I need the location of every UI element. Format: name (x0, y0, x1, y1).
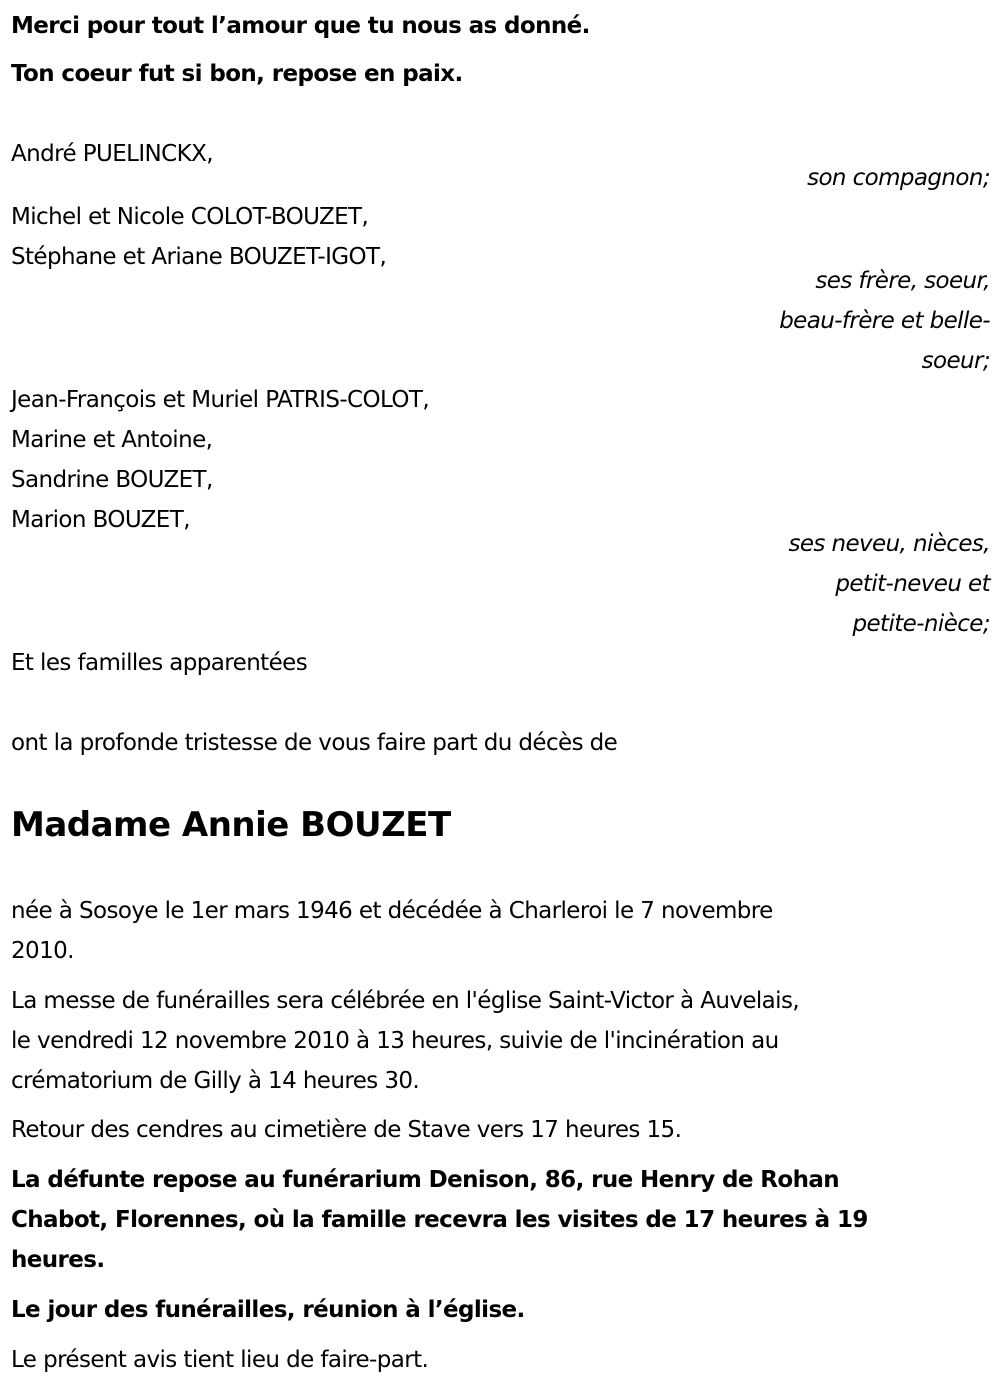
ashes-text: Retour des cendres au cimetière de Stave vers 17 heures 15. (11, 1117, 682, 1143)
mass-line-2: le vendredi 12 novembre 2010 à 13 heures, suivie de l'incinération au (11, 1028, 779, 1054)
nephew-name-2: Marine et Antoine, (11, 427, 213, 453)
visitation-line-2: Chabot, Florennes, où la famille recevra les visites de 17 heures à 19 (11, 1207, 868, 1233)
birth-death-line-1: née à Sosoye le 1er mars 1946 et décédée à Charleroi le 7 novembre (11, 898, 773, 924)
nephew-name-1: Jean-François et Muriel PATRIS-COLOT, (11, 387, 430, 413)
sibling-name-2: Stéphane et Ariane BOUZET-IGOT, (11, 244, 387, 270)
sibling-relation-line-2: beau-frère et belle- (779, 308, 990, 334)
notice-text: Le présent avis tient lieu de faire-part. (11, 1347, 429, 1373)
companion-name: André PUELINCKX, (11, 141, 213, 167)
sibling-name-1: Michel et Nicole COLOT-BOUZET, (11, 204, 369, 230)
companion-relation: son compagnon; (807, 165, 990, 191)
visitation-line-3: heures. (11, 1247, 105, 1273)
announcement-text: ont la profonde tristesse de vous faire part du décès de (11, 730, 618, 756)
sibling-relation-line-1: ses frère, soeur, (815, 268, 990, 294)
nephew-relation-line-2: petit-neveu et (835, 571, 990, 597)
header-line-1: Merci pour tout l’amour que tu nous as donné. (11, 13, 590, 39)
header-line-2: Ton coeur fut si bon, repose en paix. (11, 61, 463, 87)
sibling-relation-line-3: soeur; (921, 348, 990, 374)
birth-death-line-2: 2010. (11, 938, 74, 964)
other-families: Et les familles apparentées (11, 650, 308, 676)
mass-line-3: crématorium de Gilly à 14 heures 30. (11, 1068, 420, 1094)
meeting-text: Le jour des funérailles, réunion à l’église. (11, 1297, 525, 1323)
nephew-name-4: Marion BOUZET, (11, 507, 190, 533)
nephew-relation-line-3: petite-nièce; (852, 611, 990, 637)
nephew-relation-line-1: ses neveu, nièces, (788, 531, 990, 557)
nephew-name-3: Sandrine BOUZET, (11, 467, 213, 493)
mass-line-1: La messe de funérailles sera célébrée en l'église Saint-Victor à Auvelais, (11, 988, 800, 1014)
visitation-line-1: La défunte repose au funérarium Denison, 86, rue Henry de Rohan (11, 1167, 840, 1193)
deceased-name: Madame Annie BOUZET (11, 805, 451, 845)
